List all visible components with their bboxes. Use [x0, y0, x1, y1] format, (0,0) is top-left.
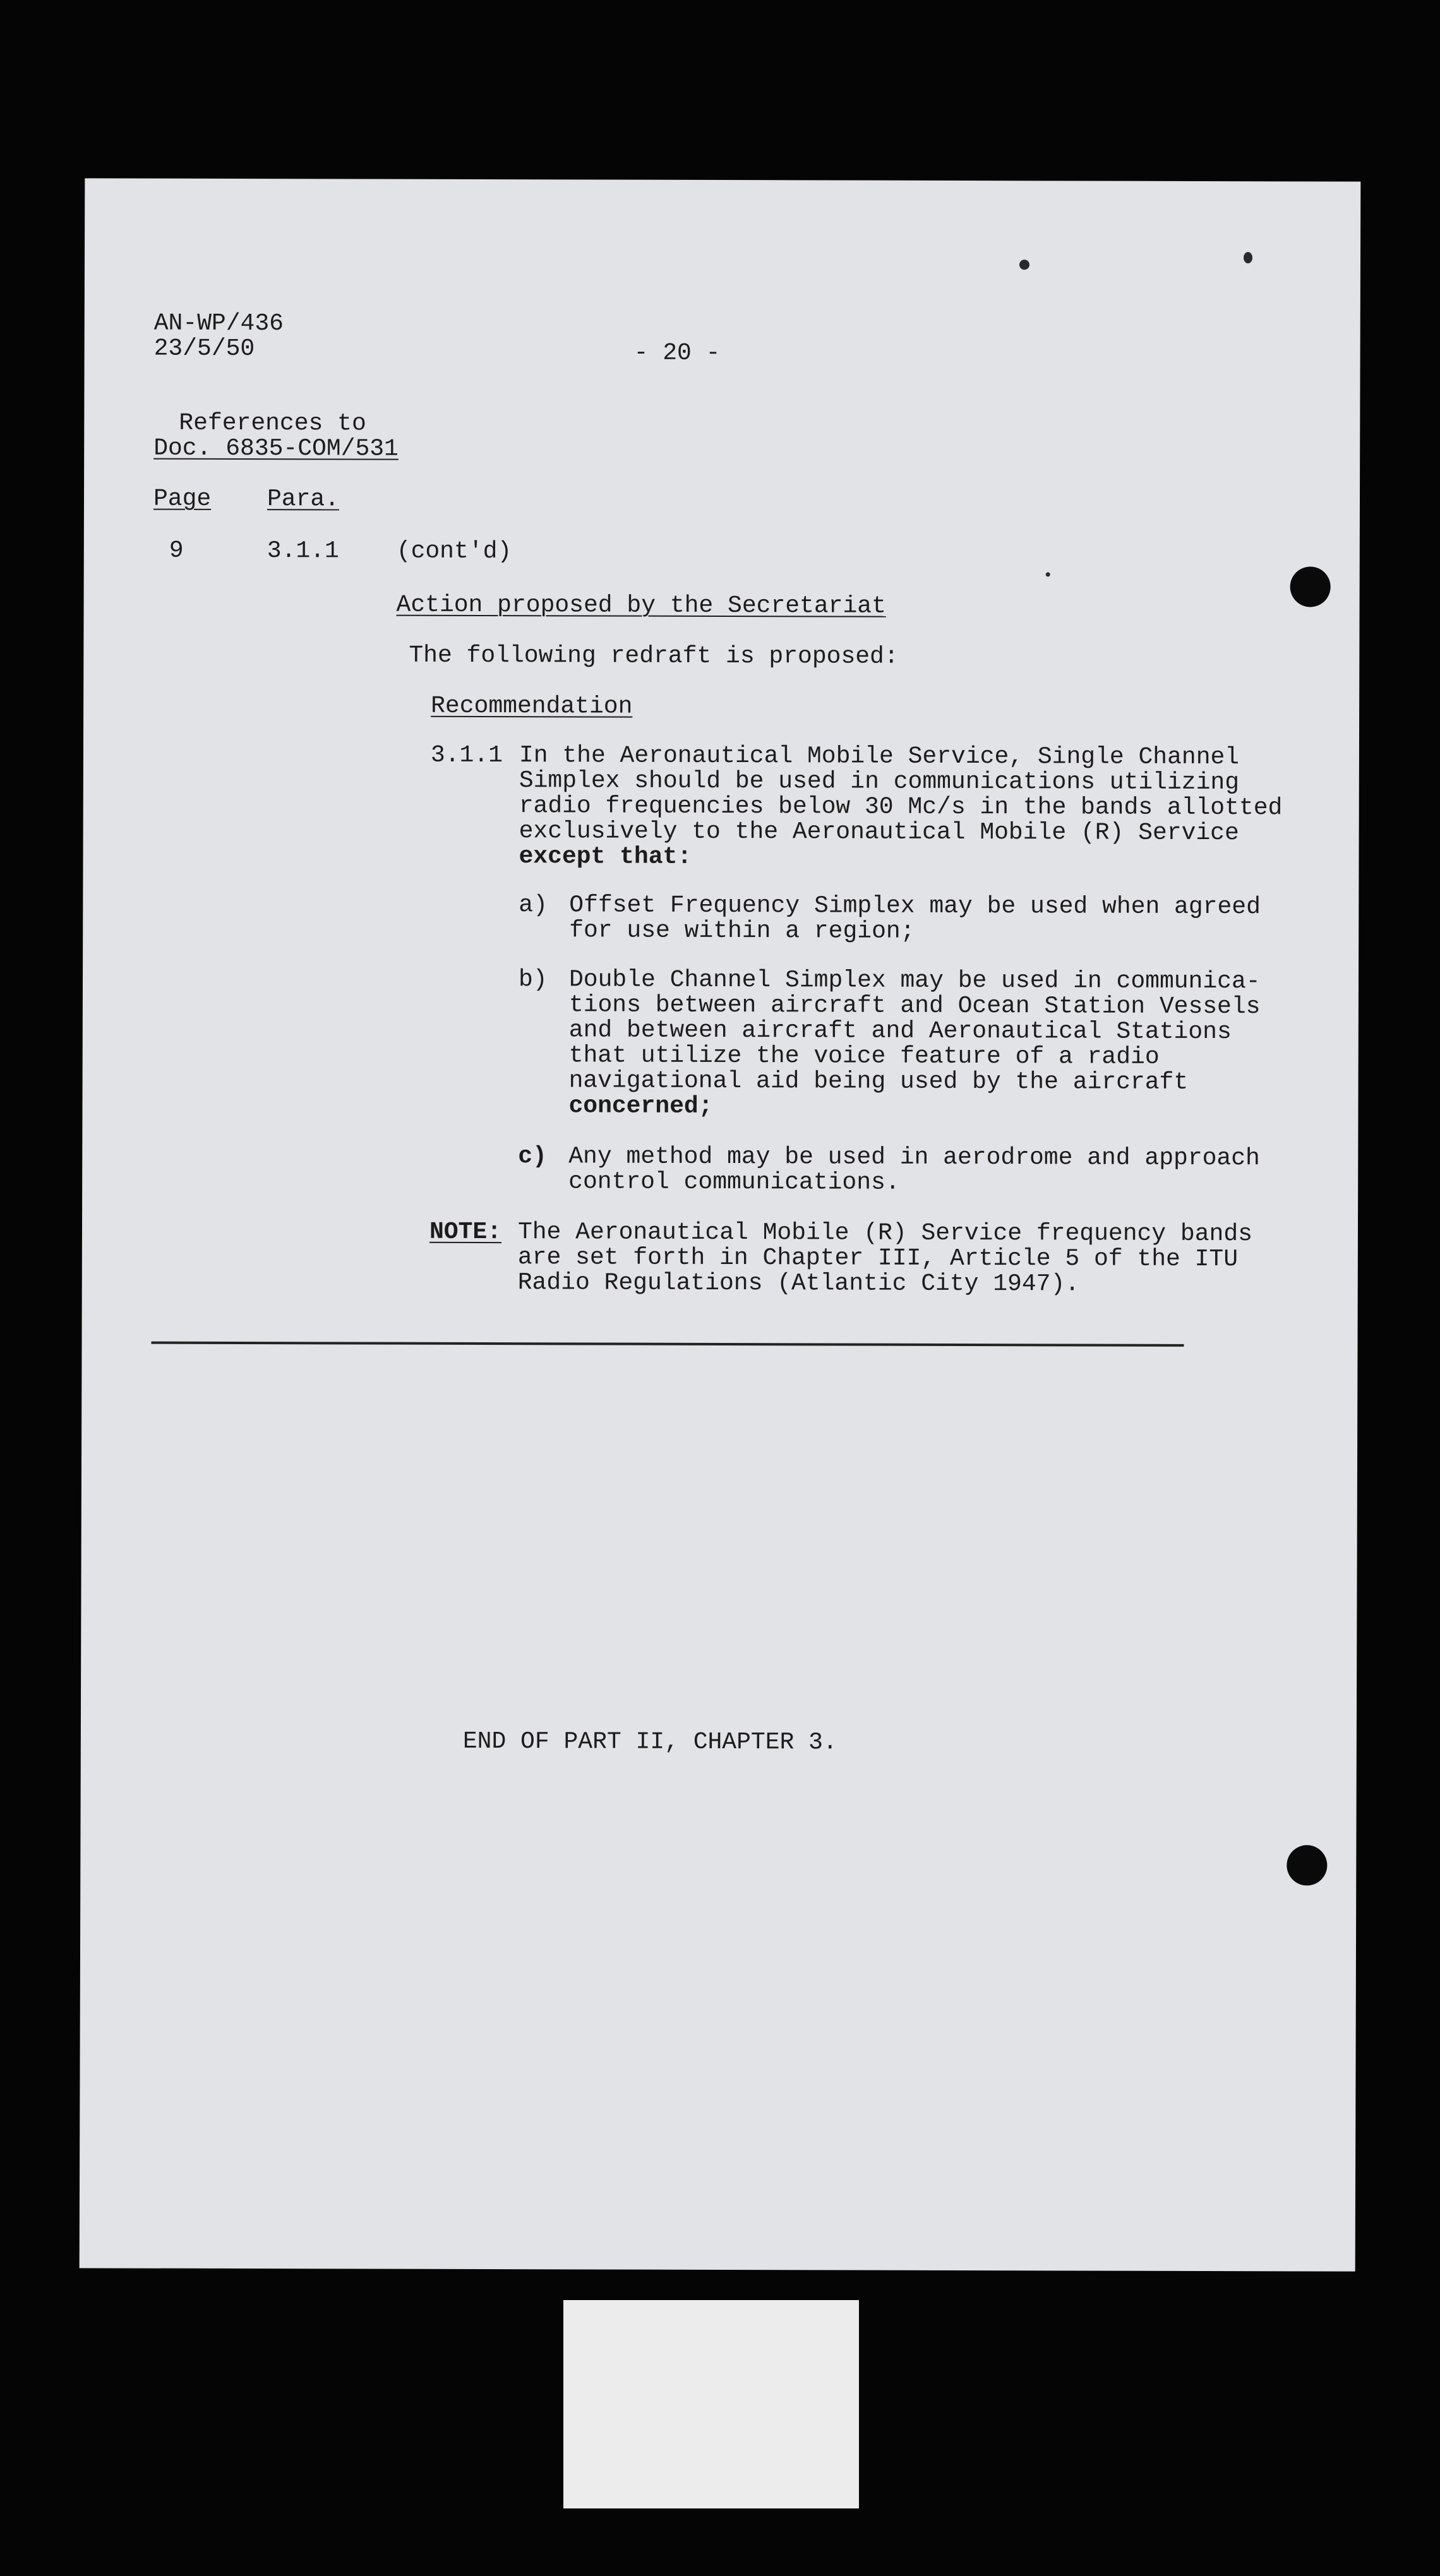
- references-doc: Doc. 6835-COM/531: [153, 434, 399, 463]
- paper-speck: [1046, 572, 1050, 576]
- item-b-line: tions between aircraft and Ocean Station Vessels: [568, 991, 1261, 1021]
- contd-label: (cont'd): [396, 537, 512, 566]
- ref-para-value: 3.1.1: [267, 537, 339, 565]
- recommendation-line: except that:: [519, 843, 692, 871]
- item-a-line: for use within a region;: [569, 917, 915, 945]
- paper-speck: [1019, 259, 1029, 270]
- recommendation-heading: Recommendation: [431, 692, 633, 720]
- note-line: Radio Regulations (Atlantic City 1947).: [517, 1269, 1080, 1298]
- note-label: NOTE:: [429, 1218, 502, 1246]
- document-id: AN-WP/436: [153, 309, 284, 338]
- item-b-line: that utilize the voice feature of a radio: [568, 1042, 1160, 1071]
- item-label-a: a): [519, 891, 548, 919]
- recommendation-number: 3.1.1: [430, 741, 503, 770]
- punch-hole: [1287, 1845, 1327, 1885]
- col-header-para: Para.: [267, 486, 340, 513]
- action-heading: Action proposed by the Secretariat: [396, 591, 886, 620]
- item-b-line: concerned;: [568, 1092, 713, 1120]
- calibration-card: [563, 2300, 859, 2508]
- item-c-line: Any method may be used in aerodrome and approach: [568, 1143, 1260, 1172]
- document-date: 23/5/50: [153, 335, 255, 363]
- item-label-b: b): [518, 966, 548, 994]
- references-label: References to: [179, 409, 366, 438]
- ref-page-value: 9: [169, 537, 184, 564]
- recommendation-line: In the Aeronautical Mobile Service, Single Channel: [519, 742, 1240, 772]
- paper-speck: [1244, 252, 1252, 263]
- item-b-line: and between aircraft and Aeronautical Stations: [568, 1017, 1232, 1046]
- note-line: The Aeronautical Mobile (R) Service frequency bands: [517, 1219, 1253, 1248]
- recommendation-line: exclusively to the Aeronautical Mobile (R) Service: [519, 818, 1239, 847]
- end-of-chapter: END OF PART II, CHAPTER 3.: [462, 1727, 837, 1756]
- recommendation-line: radio frequencies below 30 Mc/s in the bands allotted: [519, 792, 1283, 822]
- col-header-page: Page: [153, 485, 212, 513]
- item-a-line: Offset Frequency Simplex may be used when agreed: [569, 891, 1261, 921]
- punch-hole: [1290, 566, 1331, 607]
- action-intro: The following redraft is proposed:: [409, 641, 899, 671]
- page-number: - 20 -: [633, 339, 721, 367]
- recommendation-line: Simplex should be used in communications utilizing: [519, 767, 1240, 797]
- item-b-line: Double Channel Simplex may be used in communica-: [568, 966, 1261, 996]
- item-c-line: control communications.: [568, 1168, 900, 1196]
- document-page: [80, 178, 1361, 2271]
- item-label-c: c): [518, 1143, 547, 1171]
- note-line: are set forth in Chapter III, Article 5 of the ITU: [517, 1244, 1239, 1273]
- horizontal-rule: [152, 1342, 1184, 1347]
- item-b-line: navigational aid being used by the aircraft: [568, 1067, 1189, 1096]
